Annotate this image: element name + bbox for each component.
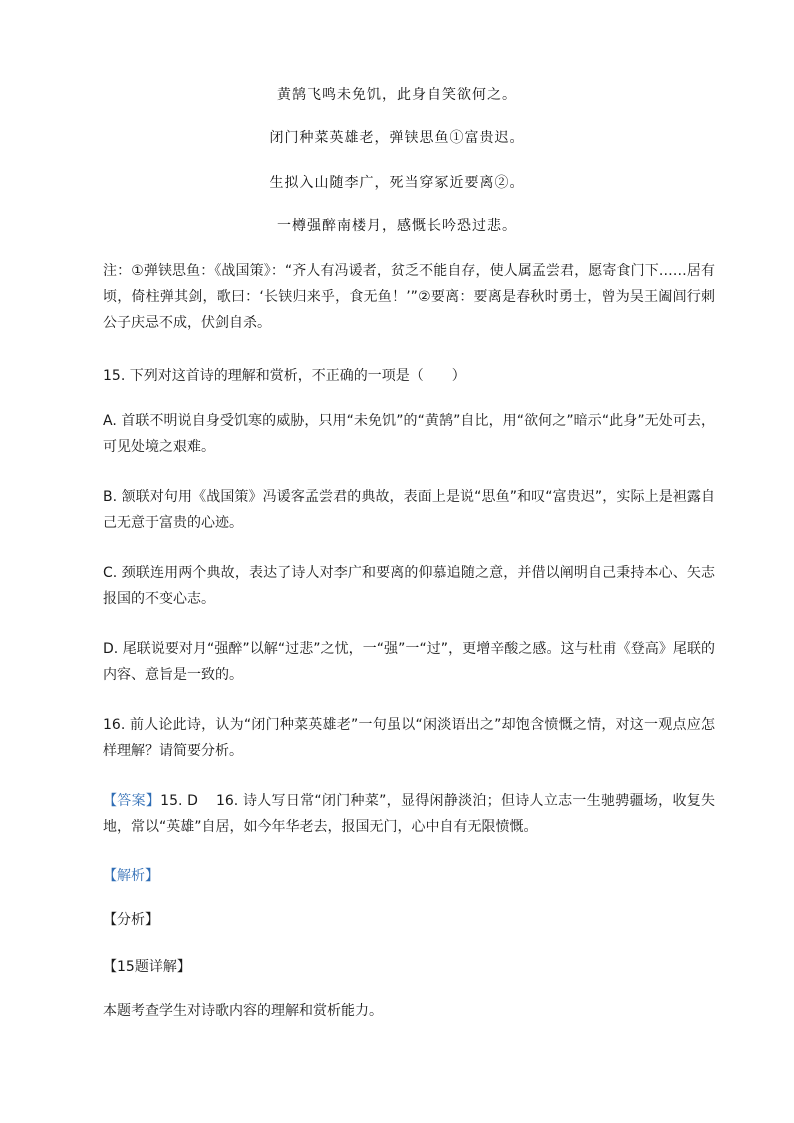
analysis-tag: 【解析】	[103, 868, 159, 884]
answer-tag: 【答案】	[103, 793, 161, 809]
question-16-stem: 16. 前人论此诗，认为“闭门种菜英雄老”一句虽以“闲淡语出之”却饱含愤慨之情，对这一观点应怎样理解？请简要分析。	[103, 717, 715, 759]
answer-16: 16. 诗人写日常“闭门种菜”，显得闲静淡泊；但诗人立志一生驰骋疆场，收复失地，常以“英雄”自居，如今年华老去，报国无门，心中自有无限愤慨。	[103, 793, 716, 835]
footnote: 注：①弹铗思鱼：《战国策》：“齐人有冯谖者，贫乏不能自存，使人属孟尝君，愿寄食门下……居有顷，倚柱弹其剑，歌曰：‘长铗归来乎，食无鱼！’”②要离：要离是春秋时勇士，曾为吴王阖闾行刺公子庆忌不成，伏剑自杀。	[103, 263, 715, 331]
question-15-option-a: A. 首联不明说自身受饥寒的威胁，只用“未免饥”的“黄鹄”自比，用“欲何之”暗示“此身”无处可去，可见处境之艰难。	[103, 413, 715, 455]
answer-15: 15. D	[160, 793, 198, 809]
poem-line-3: 生拟入山随李广，死当穿冢近要离②。	[269, 175, 525, 191]
question-15-option-c: C. 颈联连用两个典故，表达了诗人对李广和要离的仰慕追随之意，并借以阐明自己秉持本心、矢志报国的不变心志。	[103, 565, 715, 607]
poem-line-2: 闭门种菜英雄老，弹铗思鱼①富贵迟。	[269, 130, 525, 146]
detail-text: 本题考查学生对诗歌内容的理解和赏析能力。	[103, 1003, 383, 1019]
question-15-option-b: B. 颔联对句用《战国策》冯谖客孟尝君的典故，表面上是说“思鱼”和叹“富贵迟”，实际上是袒露自己无意于富贵的心迹。	[103, 489, 715, 531]
question-15-option-d: D. 尾联说要对月“强醉”以解“过悲”之忧，一“强”一“过”，更增辛酸之感。这与杜甫《登高》尾联的内容、意旨是一致的。	[103, 641, 715, 683]
fenxi-tag: 【分析】	[103, 912, 159, 928]
poem-line-1: 黄鹄飞鸣未免饥，此身自笑欲何之。	[277, 87, 517, 103]
poem-line-4: 一樽强醉南楼月，感慨长吟恐过悲。	[277, 218, 517, 234]
detail-tag: 【15题详解】	[103, 959, 191, 975]
answer-block	[103, 788, 715, 840]
question-15-stem: 15. 下列对这首诗的理解和赏析，不正确的一项是（ ）	[103, 368, 466, 384]
